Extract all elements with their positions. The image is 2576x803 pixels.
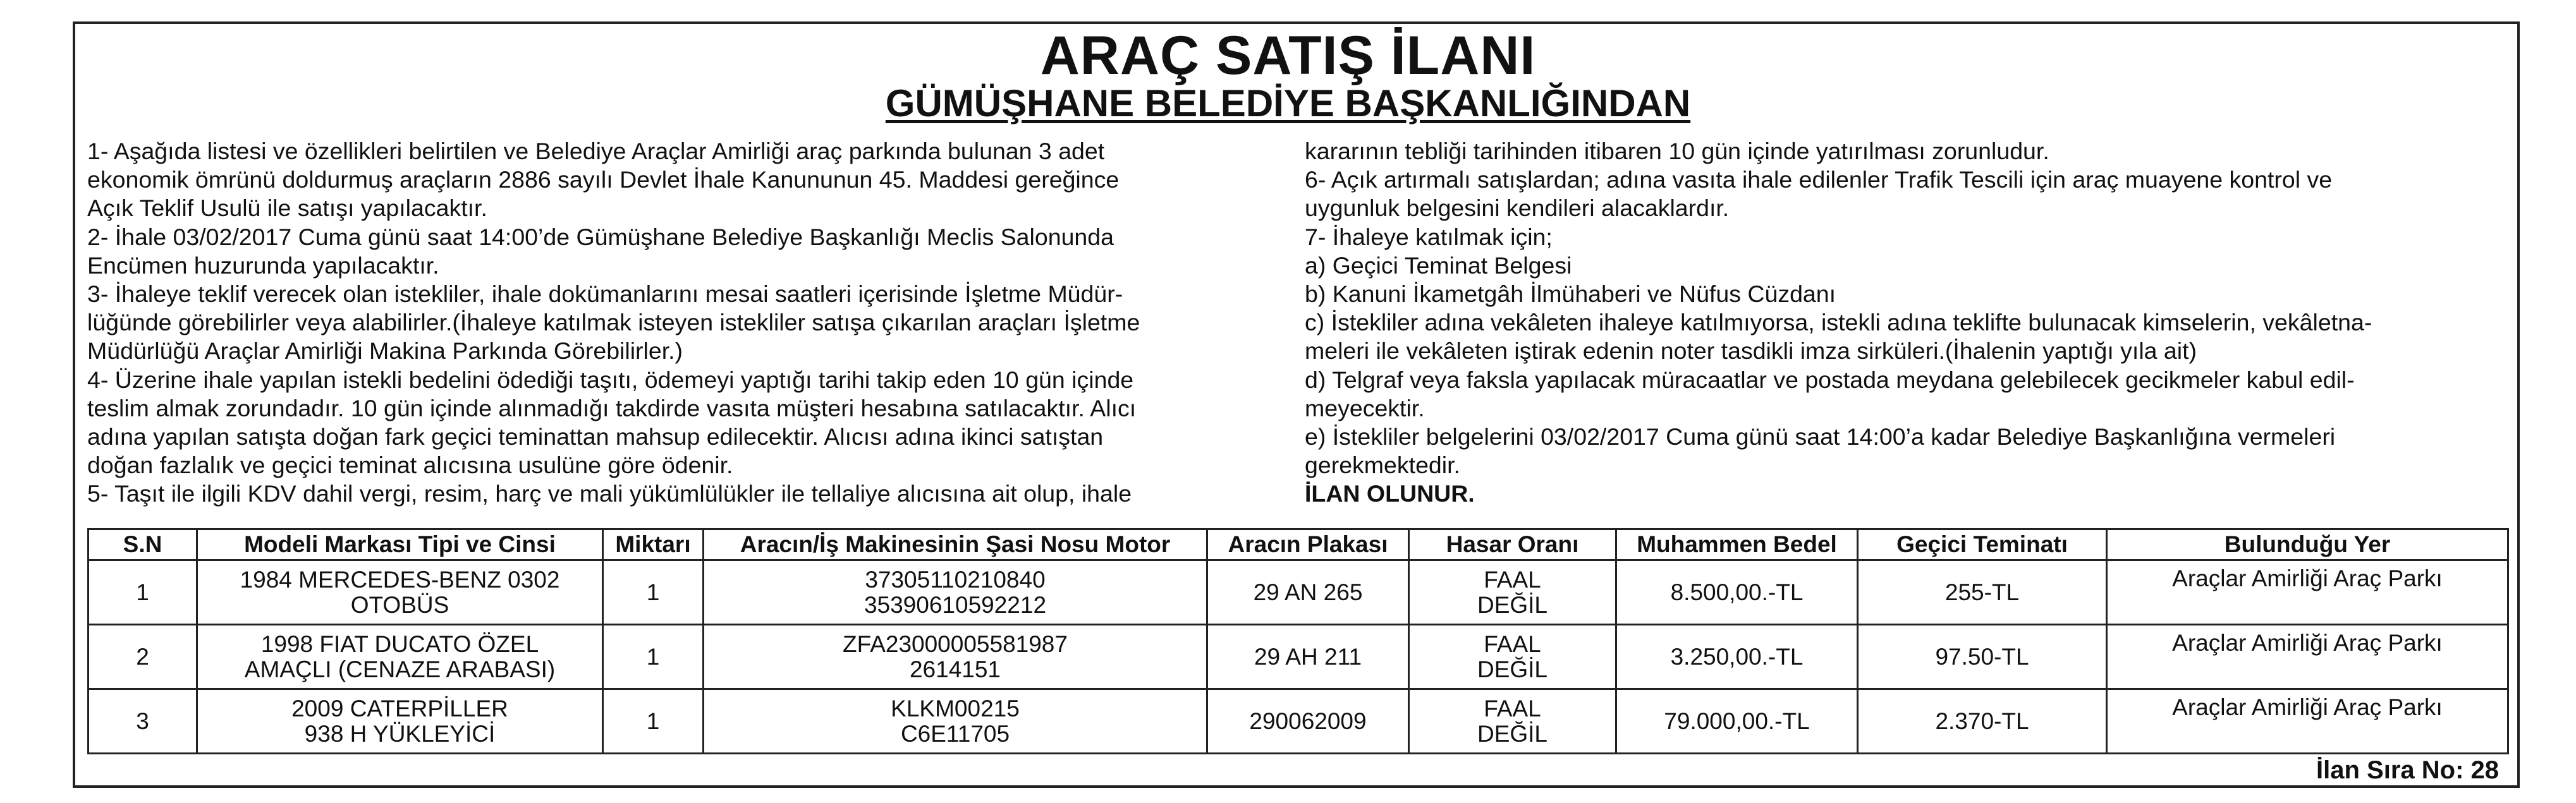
column-header: Geçici Teminatı xyxy=(1858,529,2107,560)
text-line: 7- İhaleye katılmak için; xyxy=(1305,223,1553,250)
text-line: c) İstekliler adına vekâleten ihaleye katılmıyorsa, istekli adına teklifte bulunacak kimselerin, vekâletna- xyxy=(1305,309,2372,336)
page-subtitle: GÜMÜŞHANE BELEDİYE BAŞKANLIĞINDAN xyxy=(885,82,1691,124)
location: Araçlar Amirliği Araç Parkı xyxy=(2107,560,2508,625)
text-line: d) Telgraf veya faksla yapılacak müracaatlar ve postada meydana gelebilecek gecikmeler kabul edil- xyxy=(1305,366,2355,393)
table-header-row xyxy=(89,529,2508,560)
chassis-engine-no: 37305110210840 35390610592212 xyxy=(704,560,1207,625)
plate: 29 AN 265 xyxy=(1207,560,1409,625)
location: Araçlar Amirliği Araç Parkı xyxy=(2107,689,2508,754)
quantity: 1 xyxy=(603,625,704,689)
plate: 29 AH 211 xyxy=(1207,625,1409,689)
text-line: meyecektir. xyxy=(1305,394,1425,421)
text-line: ekonomik ömrünü doldurmuş araçların 2886 sayılı Devlet İhale Kanununun 45. Maddesi gereğince xyxy=(87,166,1120,193)
text-line: kararının tebliği tarihinden itibaren 10 gün içinde yatırılması zorunludur. xyxy=(1305,138,2049,164)
text-line: teslim almak zorundadır. 10 gün içinde alınmadığı takdirde vasıta müşteri hesabına satılacaktır. Alıcı xyxy=(87,394,1137,421)
column-header: Miktarı xyxy=(603,529,704,560)
column-header: Bulunduğu Yer xyxy=(2107,529,2508,560)
text-line: Açık Teklif Usulü ile satışı yapılacaktır. xyxy=(87,195,487,222)
text-line: gerekmektedir. xyxy=(1305,452,1460,479)
text-line: 4- Üzerine ihale yapılan istekli bedelini ödediği taşıtı, ödemeyi yaptığı tarihi takip eden 10 gün içinde xyxy=(87,366,1134,393)
text-line: Müdürlüğü Araçlar Amirliği Makina Parkında Görebilirler.) xyxy=(87,337,683,365)
chassis-engine-no: ZFA23000005581987 2614151 xyxy=(704,625,1207,689)
chassis-engine-no: KLKM00215 C6E11705 xyxy=(704,689,1207,754)
text-line: adına yapılan satışta doğan fark geçici teminattan mahsup edilecektir. Alıcısı adına ikinci satıştan xyxy=(87,423,1104,450)
column-header: S.N xyxy=(89,529,197,560)
column-header: Aracın Plakası xyxy=(1207,529,1409,560)
damage-rate: FAAL DEĞİL xyxy=(1409,560,1616,625)
damage-rate: FAAL DEĞİL xyxy=(1409,625,1616,689)
location: Araçlar Amirliği Araç Parkı xyxy=(2107,625,2508,689)
text-line: 6- Açık artırmalı satışlardan; adına vasıta ihale edilenler Trafik Tescili için araç muayene kontrol ve xyxy=(1305,166,2333,193)
column-header: Modeli Markası Tipi ve Cinsi xyxy=(197,529,603,560)
deposit: 255-TL xyxy=(1858,560,2107,625)
quantity: 1 xyxy=(603,560,704,625)
text-line: lüğünde görebilirler veya alabilirler.(İhaleye katılmak isteyen istekliler satışa çıkarılan araçları İşletme xyxy=(87,309,1140,336)
table-row xyxy=(89,560,2508,625)
text-line: e) İstekliler belgelerini 03/02/2017 Cuma günü saat 14:00’a kadar Belediye Başkanlığına vermeleri xyxy=(1305,423,2336,450)
table-row xyxy=(89,689,2508,754)
page-title: ARAÇ SATIŞ İLANI xyxy=(1040,25,1536,86)
text-column-right xyxy=(1305,137,2372,509)
deposit: 2.370-TL xyxy=(1858,689,2107,754)
notice-number: İlan Sıra No: 28 xyxy=(2316,756,2499,784)
column-header: Muhammen Bedel xyxy=(1616,529,1858,560)
text-line: 3- İhaleye teklif verecek olan istekliler, ihale dokümanlarını mesai saatleri içerisinde İşletme Müdür- xyxy=(87,281,1123,308)
estimated-price: 8.500,00.-TL xyxy=(1616,560,1858,625)
text-line: Encümen huzurunda yapılacaktır. xyxy=(87,251,439,279)
column-header: Aracın/İş Makinesinin Şasi Nosu Motor xyxy=(704,529,1207,560)
text-column-left xyxy=(87,137,1140,509)
text-line: 1- Aşağıda listesi ve özellikleri belirtilen ve Belediye Araçlar Amirliği araç parkında bulunan 3 adet xyxy=(87,138,1105,164)
vehicle-model: 2009 CATERPİLLER 938 H YÜKLEYİCİ xyxy=(197,689,603,754)
text-line: meleri ile vekâleten iştirak edenin noter tasdikli imza sirküleri.(İhalenin yaptığı yıla ait) xyxy=(1305,337,2197,365)
row-number: 3 xyxy=(89,689,197,754)
text-line: a) Geçici Teminat Belgesi xyxy=(1305,251,1572,279)
text-line: uygunluk belgesini kendileri alacaklardır. xyxy=(1305,195,1730,222)
closing-statement: İLAN OLUNUR. xyxy=(1305,480,1475,507)
text-line: b) Kanuni İkametgâh İlmühaberi ve Nüfus Cüzdanı xyxy=(1305,281,1836,308)
row-number: 1 xyxy=(89,560,197,625)
table-row xyxy=(89,625,2508,689)
estimated-price: 79.000,00.-TL xyxy=(1616,689,1858,754)
text-line: 2- İhale 03/02/2017 Cuma günü saat 14:00’de Gümüşhane Belediye Başkanlığı Meclis Salonunda xyxy=(87,223,1114,250)
row-number: 2 xyxy=(89,625,197,689)
quantity: 1 xyxy=(603,689,704,754)
column-header: Hasar Oranı xyxy=(1409,529,1616,560)
vehicle-model: 1984 MERCEDES-BENZ 0302 OTOBÜS xyxy=(197,560,603,625)
estimated-price: 3.250,00.-TL xyxy=(1616,625,1858,689)
text-line: doğan fazlalık ve geçici teminat alıcısına usulüne göre ödenir. xyxy=(87,452,733,479)
damage-rate: FAAL DEĞİL xyxy=(1409,689,1616,754)
text-line: 5- Taşıt ile ilgili KDV dahil vergi, resim, harç ve mali yükümlülükler ile tellaliye alıcısına ait olup, ihale xyxy=(87,480,1132,507)
deposit: 97.50-TL xyxy=(1858,625,2107,689)
vehicle-model: 1998 FIAT DUCATO ÖZEL AMAÇLI (CENAZE ARABASI) xyxy=(197,625,603,689)
plate: 290062009 xyxy=(1207,689,1409,754)
vehicle-table xyxy=(87,528,2509,754)
